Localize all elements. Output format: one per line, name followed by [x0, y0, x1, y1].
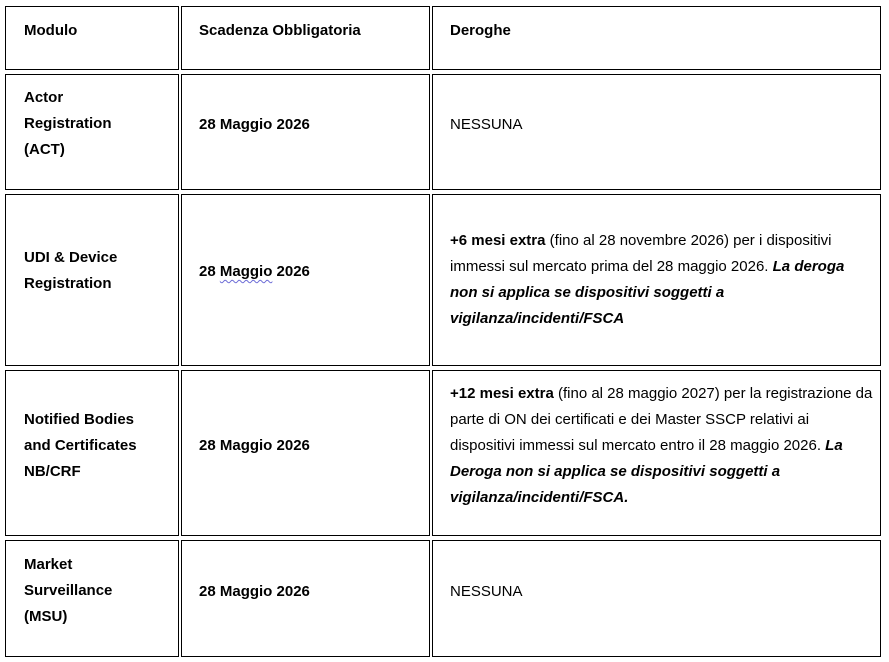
header-cell-scadenza — [181, 6, 430, 70]
modulo-line: Surveillance — [24, 582, 113, 599]
deroghe-paragraph — [450, 228, 870, 332]
table-row-4-modulo — [5, 540, 179, 657]
header-modulo: Modulo — [24, 22, 78, 39]
scadenza-date: 28 Maggio 2026 — [199, 583, 310, 600]
table-row-1-scadenza — [181, 74, 430, 190]
deroghe-exception: La Deroga non si applica se dispositivi soggetti a vigilanza/incidenti/FSCA. — [450, 437, 843, 506]
modulo-line: Registration — [24, 115, 112, 132]
modulo-line: and Certificates — [24, 437, 137, 454]
deroghe-extra: +6 mesi extra — [450, 232, 546, 249]
scadenza-date: 28 Maggio 2026 — [199, 116, 310, 133]
header-cell-deroghe — [432, 6, 881, 70]
modulo-line: NB/CRF — [24, 463, 81, 480]
deroghe-body: (fino al 28 maggio 2027) per la registrazione da parte di ON dei certificati e dei Master SSCP relativi ai dispositivi immessi sul mercato entro il 28 maggio 2026. — [450, 385, 873, 454]
modulo-line: (MSU) — [24, 608, 68, 625]
table-row-4-deroghe — [432, 540, 881, 657]
deroghe-extra: +12 mesi extra — [450, 385, 554, 402]
modulo-line: Actor — [24, 89, 64, 106]
table-row-2-scadenza — [181, 194, 430, 366]
deroghe-text: NESSUNA — [450, 583, 523, 600]
deroghe-text: NESSUNA — [450, 116, 523, 133]
deroghe-paragraph — [450, 381, 875, 511]
scadenza-date: 28 Maggio 2026 — [199, 437, 310, 454]
header-deroghe: Deroghe — [450, 22, 511, 39]
scadenza-date — [199, 259, 310, 285]
deroghe-body: (fino al 28 novembre 2026) per i dispositivi immessi sul mercato prima del 28 maggio 2026. — [450, 232, 832, 275]
modulo-line: (ACT) — [24, 141, 65, 158]
header-scadenza: Scadenza Obbligatoria — [199, 22, 361, 39]
modulo-line: Market — [24, 556, 73, 573]
table-row-2-modulo — [5, 194, 179, 366]
table-row-3-modulo — [5, 370, 179, 536]
table-row-2-deroghe — [432, 194, 881, 366]
modulo-line: Notified Bodies — [24, 411, 135, 428]
deroghe-exception: La deroga non si applica se dispositivi soggetti a vigilanza/incidenti/FSCA — [450, 258, 845, 327]
modulo-line: Registration — [24, 275, 112, 292]
table-row-1-deroghe — [432, 74, 881, 190]
table-row-4-scadenza — [181, 540, 430, 657]
header-cell-modulo — [5, 6, 179, 70]
table-row-3-deroghe — [432, 370, 881, 536]
scadenza-year: 2026 — [272, 263, 310, 280]
scadenza-month-spellcheck: Maggio — [219, 263, 273, 280]
table-row-1-modulo — [5, 74, 179, 190]
table-row-3-scadenza — [181, 370, 430, 536]
scadenza-day: 28 — [199, 263, 220, 280]
modulo-line: UDI & Device — [24, 249, 118, 266]
